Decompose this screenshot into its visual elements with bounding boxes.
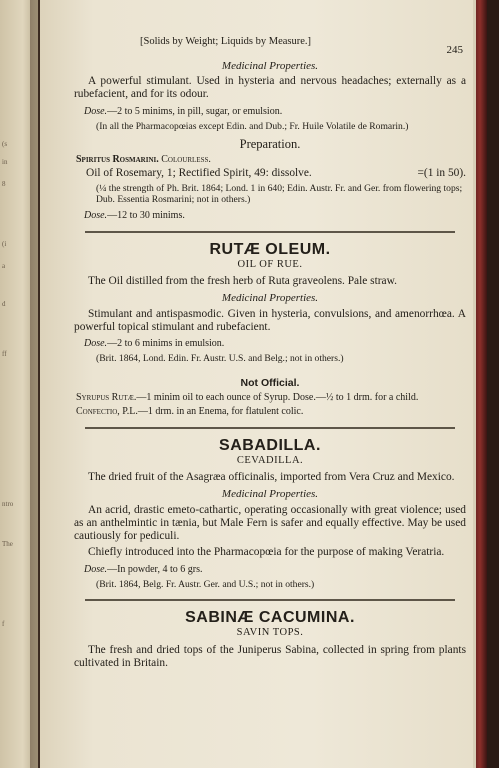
rutae-subtitle: OIL OF RUE. — [237, 259, 303, 271]
page-content — [74, 56, 466, 670]
facing-page-fragment: a — [2, 262, 6, 270]
syrupus-text: —1 minim oil to each ounce of Syrup. — [136, 391, 291, 403]
dose-text: —12 to 30 minims. — [107, 209, 185, 221]
facing-page-fragment: ff — [2, 350, 7, 358]
medicinal-properties-heading: Medicinal Properties. — [221, 488, 319, 501]
confectio-entry — [76, 406, 466, 418]
rosmarinus-description: A powerful stimulant. Used in hysteria and nervous headaches; externally as a rubefacient, and for its odour. — [74, 75, 466, 101]
spiritus-name: Spiritus Rosmarini. — [76, 154, 159, 166]
rutae-description: The Oil distilled from the fresh herb of Ruta graveolens. Pale straw. — [88, 275, 397, 288]
spiritus-desc: Colourless. — [161, 154, 211, 166]
syrupus-name: Syrupus Rutæ. — [76, 391, 137, 403]
dose-label: Dose. — [84, 563, 108, 575]
book-cover-edge — [473, 0, 487, 768]
confectio-text: —1 drm. in an Enema, for flatulent colic. — [137, 405, 304, 417]
dose-label: Dose. — [84, 105, 108, 117]
sabinae-subtitle: SAVIN TOPS. — [236, 627, 304, 639]
preparation-heading: Preparation. — [239, 137, 301, 152]
spiritus-dose — [84, 209, 466, 222]
spiritus-formula — [86, 167, 466, 180]
sabinae-description: The fresh and dried tops of the Juniperus Sabina, collected in spring from plants cultivated in Britain. — [74, 643, 466, 669]
strength-note: (¼ the strength of Ph. Brit. 1864; Lond. 1 in 640; Edin. Austr. Fr. and Ger. from flowering tops; Dub. Essentia Rosmarini; not in others.) — [96, 182, 463, 206]
rutae-title: RUTÆ OLEUM. — [209, 240, 331, 258]
confectio-name: Confectio, P.L. — [76, 405, 138, 417]
facing-page-fragment: (s — [2, 140, 8, 148]
medicinal-properties-heading: Medicinal Properties. — [221, 292, 319, 305]
rosmarinus-pharmacopoeias: (In all the Pharmacopœias except Edin. and Dub.; Fr. Huile Volatile de Romarin.) — [96, 120, 409, 132]
running-header: [Solids by Weight; Liquids by Measure.] — [140, 36, 312, 47]
rutae-pharmacopoeias: (Brit. 1864, Lond. Edin. Fr. Austr. U.S. and Belg.; not in others.) — [96, 353, 344, 365]
dose-text: —2 to 6 minims in emulsion. — [107, 338, 225, 350]
sabadilla-introduced: Chiefly introduced into the Pharmacopœia for the purpose of making Veratria. — [88, 546, 445, 559]
section-divider — [85, 231, 455, 233]
spiritus-entry — [76, 153, 466, 166]
dose-text: —In powder, 4 to 6 grs. — [107, 563, 203, 575]
section-divider — [85, 427, 455, 429]
sabadilla-dose — [84, 563, 466, 576]
sabadilla-subtitle: CEVADILLA. — [236, 455, 304, 467]
facing-page-fragment: in — [2, 158, 8, 166]
section-divider — [85, 599, 455, 601]
sabadilla-pharmacopoeias: (Brit. 1864, Belg. Fr. Austr. Ger. and U.S.; not in others.) — [96, 578, 315, 590]
page-number: 245 — [446, 44, 463, 56]
dose-label: Dose. — [84, 338, 108, 350]
sabadilla-description: The dried fruit of the Asagræa officinalis, imported from Vera Cruz and Mexico. — [88, 471, 455, 484]
rutae-dose — [84, 337, 466, 350]
book-page — [40, 0, 487, 768]
facing-page-fragment: ntro — [2, 500, 14, 508]
syrupus-dose: Dose.—½ to 1 drm. for a child. — [292, 391, 419, 403]
rutae-properties: Stimulant and antispasmodic. Given in hysteria, convulsions, and amenorrhœa. A powerful topical stimulant and rubefacient. — [74, 307, 466, 333]
ratio: =(1 in 50). — [417, 166, 466, 179]
facing-page-fragment: f — [2, 620, 5, 628]
dose-text: —2 to 5 minims, in pill, sugar, or emulsion. — [107, 105, 283, 117]
rosmarinus-dose — [84, 105, 466, 118]
facing-page-fragment: d — [2, 300, 6, 308]
facing-page-fragment: 8 — [2, 180, 6, 188]
facing-page-fragment: (i — [2, 240, 7, 248]
not-official-heading: Not Official. — [240, 376, 300, 389]
medicinal-properties-heading: Medicinal Properties. — [221, 60, 319, 72]
sabinae-title: SABINÆ CACUMINA. — [185, 609, 355, 627]
facing-page-fragment: The — [2, 540, 13, 548]
syrupus-entry — [76, 392, 466, 404]
sabadilla-title: SABADILLA. — [219, 436, 321, 454]
oil-line: Oil of Rosemary, 1; Rectified Spirit, 49: dissolve. — [86, 166, 312, 179]
sabadilla-properties: An acrid, drastic emeto-cathartic, operating occasionally with great violence; used as an anthelmintic in tænia, but Male Fern is safer and equally effective. May be used cautiously for pediculi. — [74, 503, 466, 543]
dose-label: Dose. — [84, 209, 108, 221]
